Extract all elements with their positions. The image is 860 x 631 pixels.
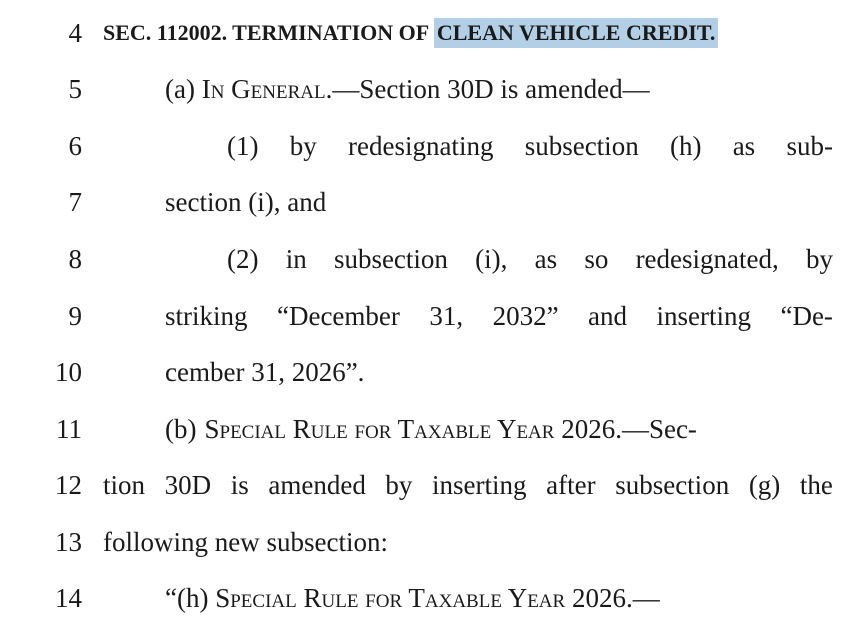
bill-line-9 <box>0 296 860 336</box>
word: in <box>285 244 307 274</box>
subsection-caption: Special Rule for Taxable Year 2026 <box>204 414 616 444</box>
line-number: 4 <box>68 18 82 48</box>
word: (g) <box>748 470 781 500</box>
paragraph-2-end: cember 31, 2026”. <box>165 357 365 387</box>
bill-line-12 <box>0 465 860 505</box>
word: 30D <box>164 470 212 500</box>
subsection-b-end: following new subsection: <box>103 527 388 557</box>
section-heading-text: SEC. 112002. TERMINATION OF <box>103 20 434 45</box>
bill-line-4 <box>0 13 860 53</box>
word: 31, <box>429 301 464 331</box>
line-number: 11 <box>56 414 82 444</box>
bill-line-10 <box>0 352 860 392</box>
line-number: 13 <box>55 527 82 557</box>
paragraph-1-text <box>227 126 833 166</box>
paragraph-1-continuation: section (i), and <box>165 187 327 217</box>
subsection-label: (b) <box>165 414 197 444</box>
line-number: 10 <box>55 357 82 387</box>
subsection-label: “(h) <box>165 583 216 613</box>
line-number: 12 <box>55 470 82 500</box>
line-number: 6 <box>68 131 82 161</box>
line-number: 9 <box>68 301 82 331</box>
word: “December <box>276 301 400 331</box>
word: inserting <box>432 470 527 500</box>
subsection-body: .— <box>625 583 660 613</box>
word: as <box>534 244 558 274</box>
new-subsection-h-text <box>165 578 660 618</box>
section-heading <box>103 13 718 53</box>
word: so <box>584 244 609 274</box>
subsection-body: .—Sec- <box>615 414 697 444</box>
word: redesignated, <box>635 244 779 274</box>
word: is <box>230 470 249 500</box>
word: sub- <box>786 131 833 161</box>
bill-line-5 <box>0 69 860 109</box>
line-number: 5 <box>68 74 82 104</box>
subsection-caption: In General <box>201 74 326 104</box>
subsection-body: .—Section 30D is amended— <box>325 74 650 104</box>
word: subsection <box>333 244 448 274</box>
line-number: 8 <box>68 244 82 274</box>
word: subsection <box>615 470 730 500</box>
word: 2032” <box>492 301 559 331</box>
word: (1) <box>227 131 259 161</box>
paragraph-2-text <box>227 239 833 279</box>
word: (h) <box>669 131 702 161</box>
paragraph-2-continuation <box>165 296 833 336</box>
word: by <box>805 244 833 274</box>
subsection-caption: Special Rule for Taxable Year 2026 <box>215 583 626 613</box>
word: striking <box>165 301 248 331</box>
bill-line-7 <box>0 182 860 222</box>
word: (2) <box>227 244 259 274</box>
subsection-label: (a) <box>165 74 202 104</box>
subsection-b-caption-wrap <box>196 409 833 449</box>
word: inserting <box>656 301 751 331</box>
word: the <box>799 470 833 500</box>
line-number: 7 <box>68 187 82 217</box>
bill-line-11 <box>0 409 860 449</box>
bill-line-14 <box>0 578 860 618</box>
bill-line-6 <box>0 126 860 166</box>
subsection-b-text <box>165 409 833 449</box>
word: after <box>546 470 596 500</box>
word: (i), <box>475 244 508 274</box>
subsection-a-text <box>165 69 650 109</box>
word: redesignating <box>347 131 494 161</box>
bill-line-8 <box>0 239 860 279</box>
subsection-b-continuation <box>103 465 833 505</box>
word: tion <box>103 470 146 500</box>
word: amended <box>268 470 366 500</box>
word: by <box>385 470 413 500</box>
word: “De- <box>780 301 833 331</box>
word: as <box>732 131 756 161</box>
line-number: 14 <box>55 583 82 613</box>
word: subsection <box>524 131 639 161</box>
word: and <box>588 301 628 331</box>
word: by <box>289 131 317 161</box>
highlighted-selection[interactable]: CLEAN VEHICLE CREDIT. <box>434 18 719 48</box>
bill-line-13 <box>0 522 860 562</box>
